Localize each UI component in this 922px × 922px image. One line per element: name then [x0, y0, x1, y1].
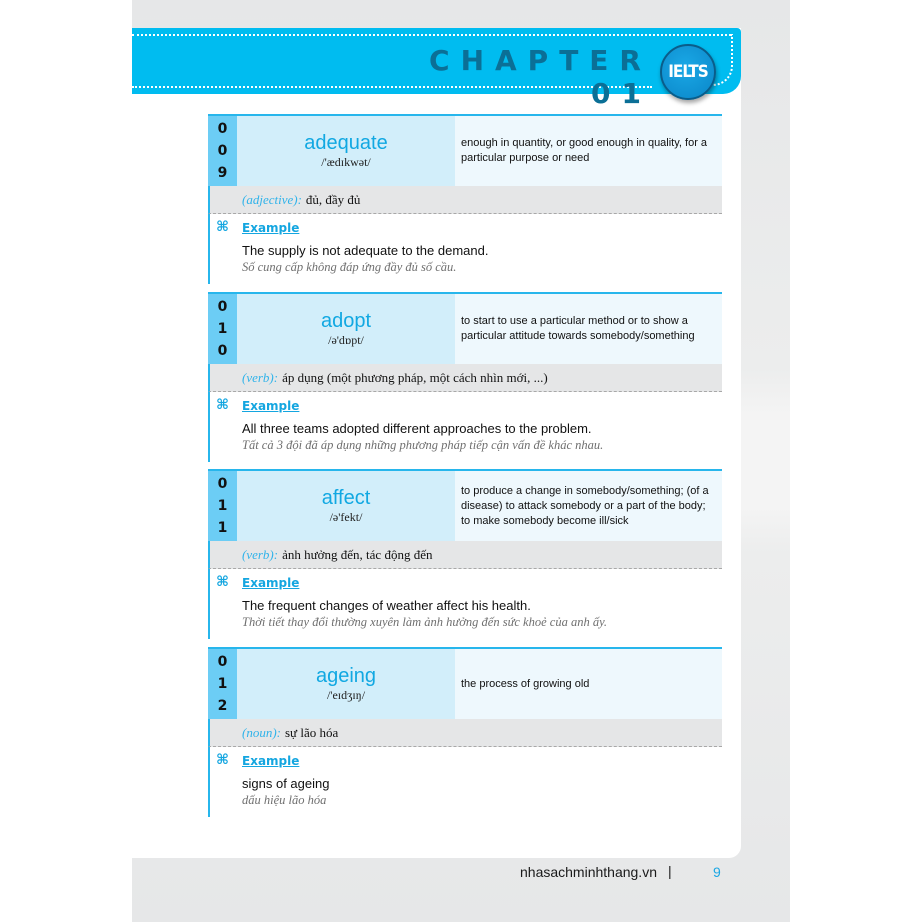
part-of-speech-row: [208, 186, 722, 214]
vietnamese-meaning: ảnh hưởng đến, tác động đến: [282, 546, 433, 562]
entry-number-digit: 0: [217, 299, 228, 315]
part-of-speech: (verb):: [242, 369, 279, 385]
entry-number-digit: 1: [217, 498, 228, 514]
entry-number-digit: 9: [217, 165, 228, 181]
example-sentence-en: The frequent changes of weather affect his health.: [242, 598, 531, 613]
footer-separator: |: [668, 863, 672, 879]
entry-number-digit: 0: [217, 343, 228, 359]
example-section: [208, 214, 722, 284]
entry-header-row: [208, 469, 722, 541]
pronunciation: /'eɪdʒɪŋ/: [326, 688, 366, 702]
entry-number: [208, 294, 237, 364]
footer-website: nhasachminhthang.vn: [520, 864, 657, 880]
entry-number-digit: 0: [217, 143, 228, 159]
headword-cell: [237, 294, 455, 364]
definition: to produce a change in somebody/something; (of a disease) to attack somebody or a part of the body; to make somebody become ill/sick: [455, 471, 722, 541]
definition: enough in quantity, or good enough in quality, for a particular purpose or need: [455, 116, 722, 186]
command-key-icon: ⌘: [216, 397, 229, 413]
pronunciation: /ə'fekt/: [329, 510, 363, 524]
pronunciation: /ə'dɒpt/: [328, 333, 364, 347]
headword: adopt: [320, 310, 372, 332]
example-sentence-vi: Thời tiết thay đổi thường xuyên làm ảnh hưởng đến sức khoẻ của anh ấy.: [242, 615, 608, 629]
example-section: [208, 569, 722, 639]
vietnamese-meaning: sự lão hóa: [285, 724, 339, 740]
headword-cell: [237, 116, 455, 186]
entry-header-row: [208, 647, 722, 719]
headword-cell: [237, 471, 455, 541]
part-of-speech: (noun):: [242, 724, 281, 740]
entry-number-digit: 0: [217, 121, 228, 137]
example-sentence-vi: dấu hiệu lão hóa: [242, 793, 327, 807]
example-sentence-vi: Số cung cấp không đáp ứng đầy đủ số cầu.: [242, 260, 457, 274]
part-of-speech-row: [208, 364, 722, 392]
part-of-speech-row: [208, 719, 722, 747]
vocab-entry: [208, 292, 722, 462]
headword: ageing: [315, 665, 377, 687]
entry-number-digit: 2: [217, 698, 228, 714]
command-key-icon: ⌘: [216, 574, 229, 590]
vietnamese-meaning: áp dụng (một phương pháp, một cách nhìn mới, ...): [282, 369, 548, 385]
vocab-entry: [208, 469, 722, 639]
example-sentence-en: signs of ageing: [242, 776, 330, 791]
chapter-header-bar: [132, 28, 741, 110]
example-sentence-vi: Tất cả 3 đội đã áp dụng những phương pháp tiếp cận vấn đề khác nhau.: [242, 438, 604, 452]
headword-cell: [237, 649, 455, 719]
definition: the process of growing old: [455, 649, 722, 719]
part-of-speech: (verb):: [242, 546, 279, 562]
entry-header-row: [208, 114, 722, 186]
definition: to start to use a particular method or to show a particular attitude towards somebody/something: [455, 294, 722, 364]
entry-number: [208, 471, 237, 541]
pronunciation: /'ædɪkwət/: [321, 155, 371, 169]
example-label: Example: [242, 754, 300, 768]
command-key-icon: ⌘: [216, 219, 229, 235]
entry-number: [208, 649, 237, 719]
ielts-badge-icon: IELTS: [660, 44, 716, 100]
vietnamese-meaning: đủ, đầy đủ: [305, 191, 361, 207]
page-number: 9: [713, 864, 721, 880]
entry-number-digit: 1: [217, 321, 228, 337]
example-sentence-en: The supply is not adequate to the demand.: [242, 243, 489, 258]
command-key-icon: ⌘: [216, 752, 229, 768]
dotted-border-top: [132, 34, 731, 36]
vocab-entry: [208, 114, 722, 284]
chapter-title: CHAPTER 01: [429, 44, 652, 110]
vocab-entry: [208, 647, 722, 817]
entry-number-digit: 0: [217, 476, 228, 492]
example-section: [208, 392, 722, 462]
entry-number-digit: 1: [217, 520, 228, 536]
entry-number: [208, 116, 237, 186]
part-of-speech: (adjective):: [242, 191, 302, 207]
entry-header-row: [208, 292, 722, 364]
part-of-speech-row: [208, 541, 722, 569]
example-label: Example: [242, 399, 300, 413]
entry-number-digit: 1: [217, 676, 228, 692]
headword: adequate: [304, 132, 388, 154]
example-label: Example: [242, 221, 300, 235]
example-section: [208, 747, 722, 817]
headword: affect: [321, 487, 371, 509]
example-label: Example: [242, 576, 300, 590]
entry-number-digit: 0: [217, 654, 228, 670]
example-sentence-en: All three teams adopted different approaches to the problem.: [242, 421, 592, 436]
